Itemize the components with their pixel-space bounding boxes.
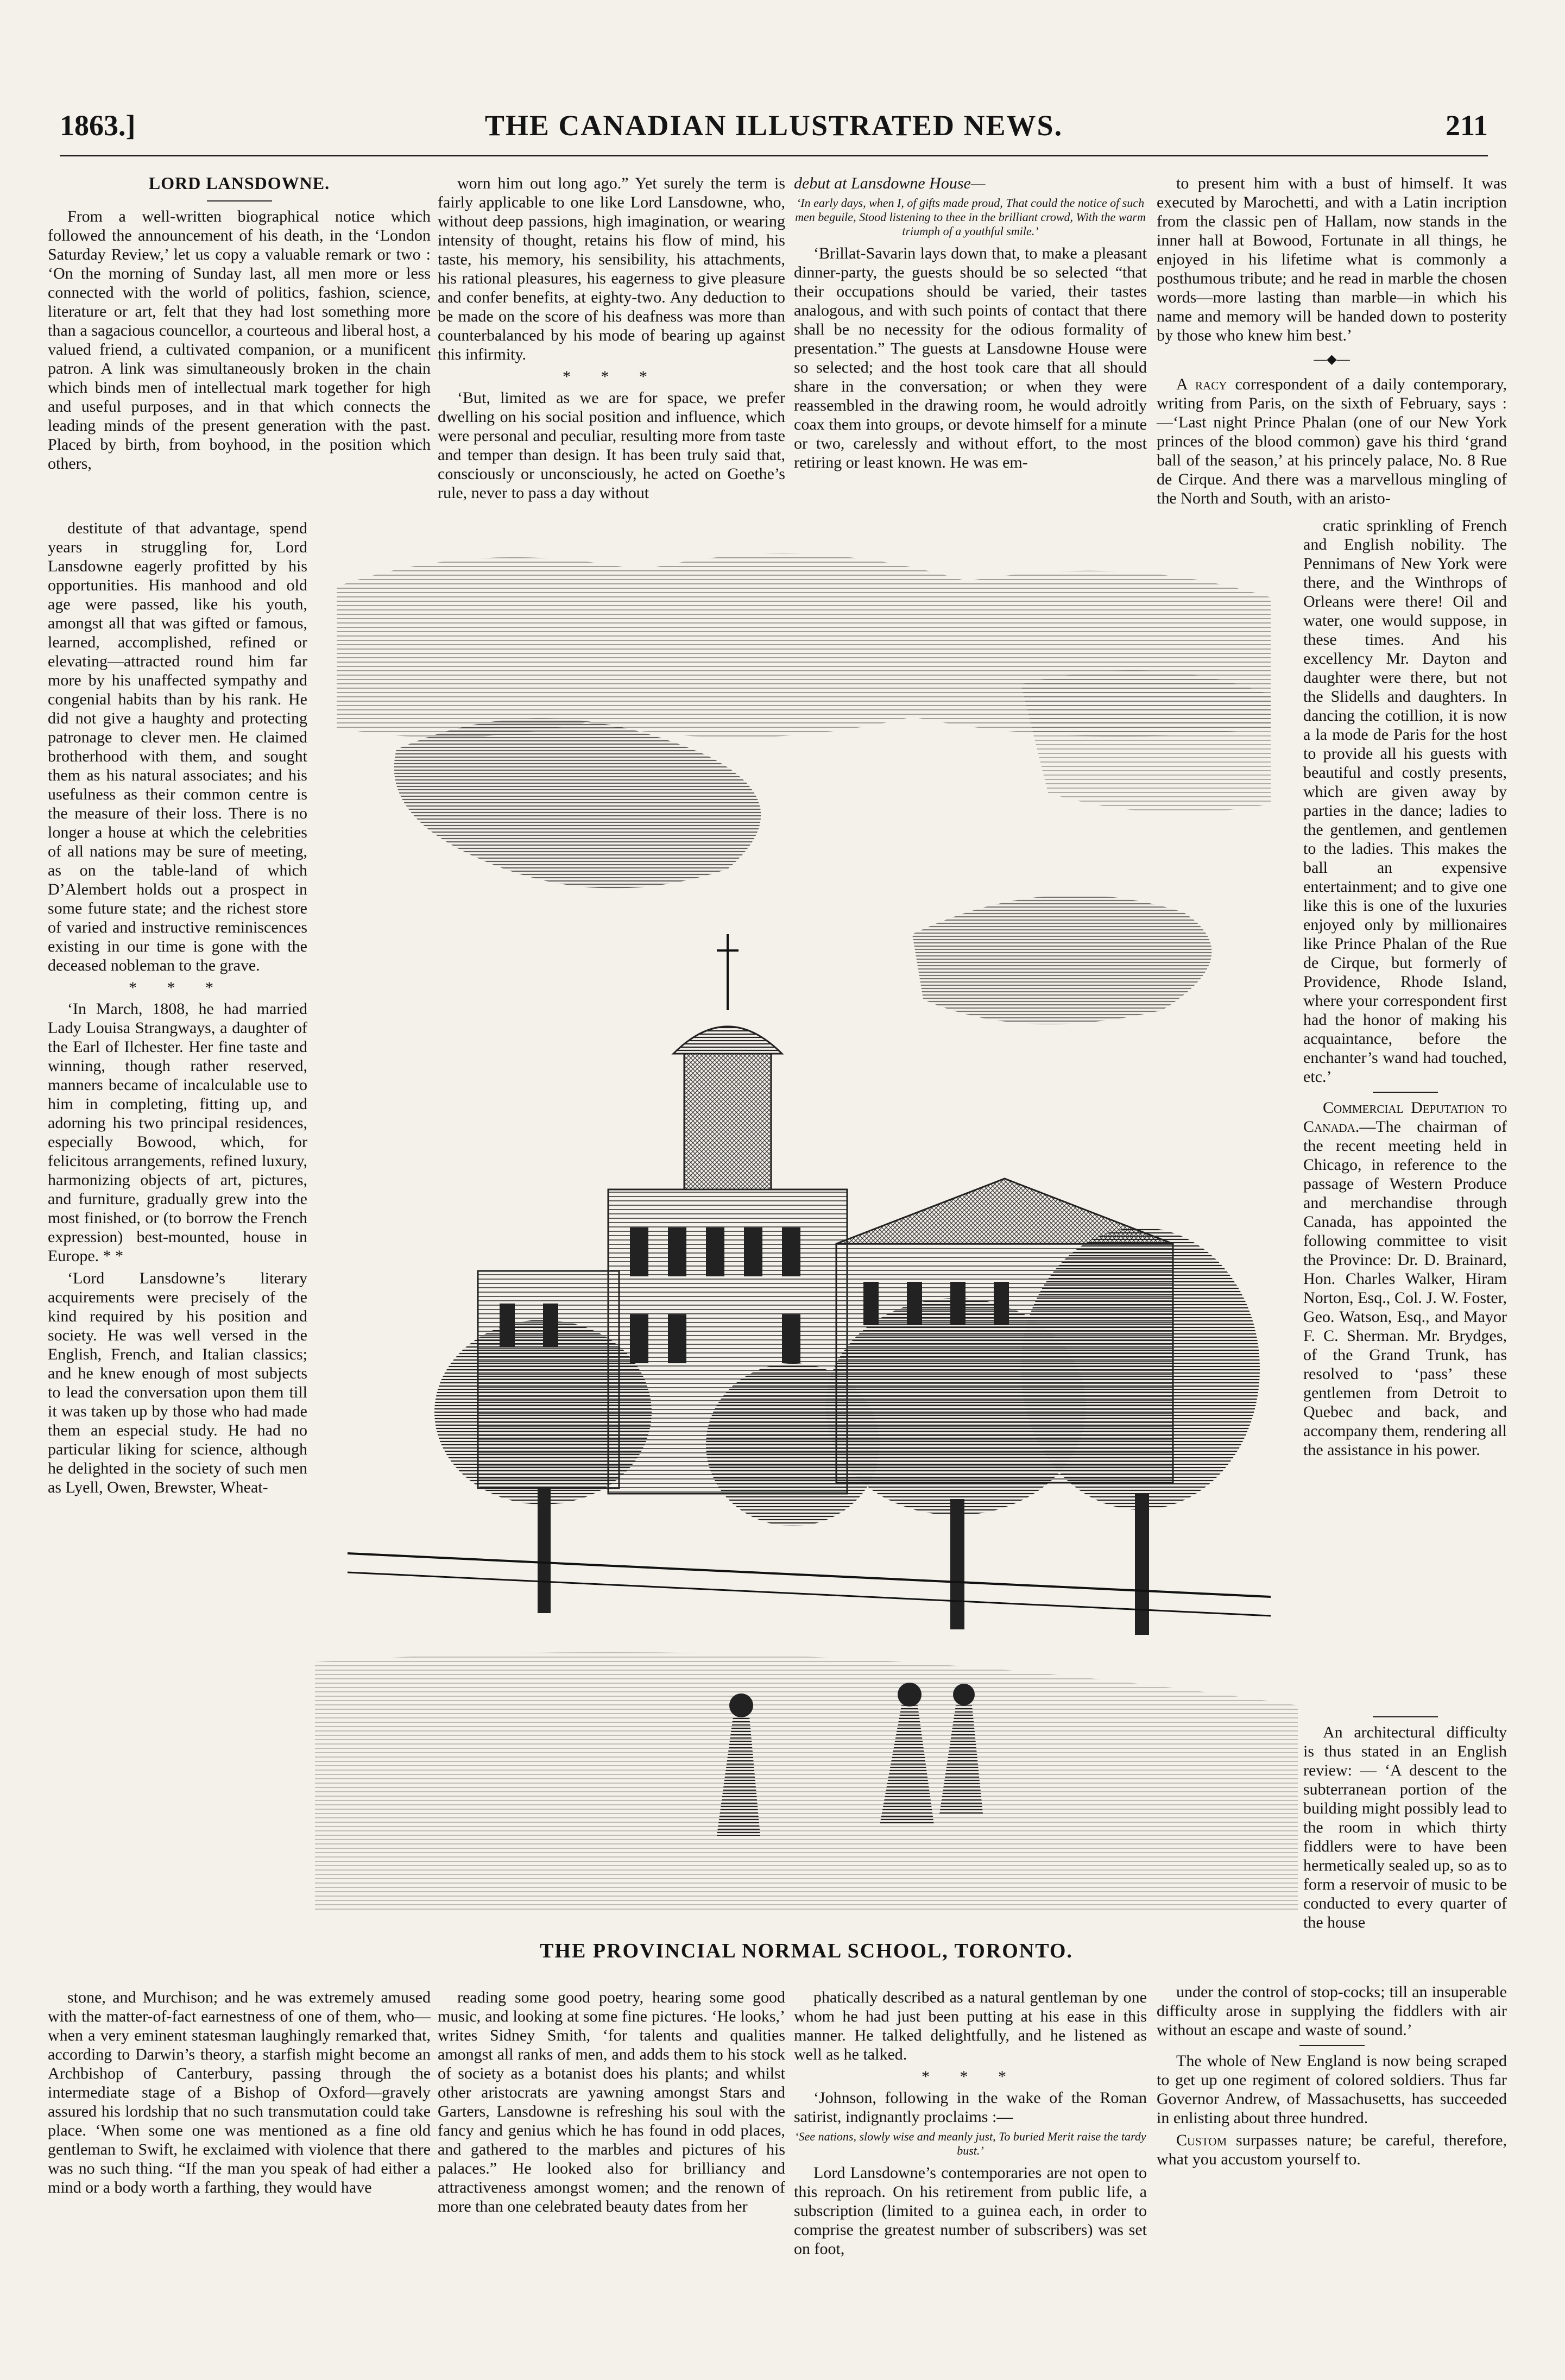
deputation-paragraph bbox=[1303, 1098, 1507, 1459]
section-divider: —◆— bbox=[1314, 352, 1350, 367]
article-heading: LORD LANSDOWNE. bbox=[148, 173, 330, 193]
verse-quote: ‘In early days, when I, of gifts made proud, That could the notice of such men beguile, Stood listening to thee in the brilliant crowd, With the warm triumph of a youthful smile.’ bbox=[795, 196, 1146, 238]
header-rule bbox=[60, 155, 1488, 156]
column-2-bottom bbox=[438, 1988, 785, 2219]
column-3-bottom bbox=[794, 1988, 1147, 2262]
header-page-number: 211 bbox=[1445, 109, 1488, 142]
column-4-top bbox=[1157, 174, 1507, 511]
architectural-paragraph: An architectural difficulty is thus stated in an English review: — ‘A descent to the subterranean portion of the building might possibly lead to the room in which thirty fiddlers were to have been hermetically sealed up, so as to form a reservoir of music to be conducted to every quarter of the house bbox=[1303, 1723, 1507, 1931]
article-paragraph: worn him out long ago.” Yet surely the term is fairly applicable to one like Lord Lansdowne, who, without deep passions, high imagination, or wearing intensity of thought, retains his flow of mind, his taste, his memory, his sensibility, his attachments, his rational pleasures, his eagerness to give pleasure and confer benefits, at eighty-two. Any deduction to be made on the score of his deafness was more than counterbalanced by his mode of bearing up against this infirmity. bbox=[438, 174, 785, 363]
racy-continuation: cratic sprinkling of French and English nobility. The Pennimans of New York were there, and the Winthrops of Orleans were there! Oil and water, one would suppose, in these times. And his excellency Mr. Dayton and daughter were there, but not the Slidells and daughters. In dancing the cotillion, it is now a la mode de Paris for the host to provide all his guests with beautiful and costly presents, which are given away by parties in the dance; ladies to the gentlemen, and gentlemen to the ladies. This makes the ball an expensive entertainment; and to give one like this is one of the luxuries enjoyed only by millionaires like Prince Phalan of the Rue de Cirque, but formerly of Providence, Rhode Island, where your correspondent first had the honor of making his acquaintance, before the enchanter’s wand had touched, etc.’ bbox=[1303, 517, 1507, 1086]
article-paragraph: debut at Lansdowne House— bbox=[794, 174, 986, 192]
section-stars: * * * bbox=[563, 368, 660, 386]
column-4-lower bbox=[1303, 1711, 1507, 1935]
custom-paragraph bbox=[1157, 2131, 1507, 2169]
england-paragraph: The whole of New England is now being scraped to get up one regiment of colored soldiers. Thus far Governor Andrew, of Massachusetts, has succeeded in enlisting about three hundred. bbox=[1157, 2052, 1507, 2127]
article-paragraph: stone, and Murchison; and he was extremely amused with the matter-of-fact earnestness of one of them, who—when a very eminent statesman laughingly remarked that, according to Darwin’s theory, a starfish might become an Archbishop of Canterbury, passing through the intermediate stage of a Bishop of Oxford—gravely assured his lordship that no such transmutation could take place. ‘When some one was mentioned as a fine old gentleman to Swift, he exclaimed with violence that there was no such thing. “If the man you speak of had either a mind or a body worth a farthing, they would have bbox=[48, 1988, 431, 2196]
article-paragraph: to present him with a bust of himself. It was executed by Marochetti, and with a Latin incription from the classic pen of Hallam, now stands in the inner hall at Bowood, Fortunate in all things, he enjoyed in his lifetime what is commonly a posthumous tribute; and he read in marble the chosen words—more lasting than marble—in which his name and memory will be handed down to posterity by those who knew him best.’ bbox=[1157, 174, 1507, 344]
verse-quote: ‘See nations, slowly wise and meanly just, To buried Merit raise the tardy bust.’ bbox=[794, 2130, 1146, 2157]
section-rule bbox=[1373, 1092, 1438, 1093]
column-3-top bbox=[794, 174, 1147, 475]
article-paragraph: ‘Johnson, following in the wake of the Roman satirist, indignantly proclaims :— bbox=[794, 2089, 1147, 2126]
section-rule bbox=[1373, 1716, 1438, 1717]
racy-paragraph bbox=[1157, 375, 1507, 508]
header-year: 1863.] bbox=[60, 109, 136, 142]
column-1-bottom bbox=[48, 1988, 431, 2200]
section-rule bbox=[1299, 2045, 1365, 2046]
page-header bbox=[60, 109, 1488, 158]
racy-lead: A racy bbox=[1176, 375, 1227, 393]
article-paragraph: reading some good poetry, hearing some good music, and looking at some fine pictures. ‘He looks,’ writes Sidney Smith, ‘for talents and qualities amongst all ranks of men, and adds them to his stock of society as a botanist does his plants; and whilst other aristocrats are yawning amongst Stars and Garters, Lansdowne is refreshing his soul with the fancy and genius which he has found in odd places, and gathered to the marbles and pictures of his palaces.” He looked also for brilliancy and attractiveness amongst women; and the renown of more than one celebrated beauty dates from her bbox=[438, 1988, 785, 2215]
article-paragraph: destitute of that advantage, spend years in struggling for, Lord Lansdowne eagerly profitted by his opportunities. His manhood and old age were passed, like his youth, amongst all that was gifted or famous, learned, accomplished, refined or elevating—attracted round him far more by his unaffected sympathy and congenial habits than by his rank. He did not give a haughty and protecting patronage to clever men. He claimed brotherhood with them, and sought them as his natural associates; and his usefulness as their common centre is the measure of their loss. There is no longer a house at which the celebrities of all nations may be sure of meeting, as on the table-land of which D’Alembert holds out a prospect in some future state; and the richest store of varied and instructive reminiscences existing in our time is gone with the deceased nobleman to the grave. bbox=[48, 519, 307, 974]
column-2-top bbox=[438, 174, 785, 506]
illustration-caption: THE PROVINCIAL NORMAL SCHOOL, TORONTO. bbox=[540, 1940, 1073, 1962]
normal-school-engraving bbox=[315, 521, 1298, 1912]
street-figures bbox=[315, 1652, 1298, 1912]
article-paragraph: ‘In March, 1808, he had married Lady Louisa Strangways, a daughter of the Earl of Ilchester. Her fine taste and winning, though rather reserved, manners became of incalculable use to him in completing, fitting up, and adorning his two principal residences, especially Bowood, which, for felicitous arrangements, refined luxury, harmonizing objects of art, pictures, and furniture, gradually grew into the most finished, or (to borrow the French expression) best-mounted, house in Europe. * * bbox=[48, 1000, 307, 1265]
custom-text: surpasses nature; be careful, therefore, what you accustom yourself to. bbox=[1157, 2131, 1507, 2168]
deputation-text: —The chairman of the recent meeting held in Chicago, in reference to the passage of Western Produce and merchandise through Canada, has appointed the following committee to visit the Province: Dr. D. Brainard, Hon. Charles Walker, Hiram Norton, Esq., Col. J. W. Foster, Geo. Watson, Esq., and Mayor F. C. Sherman. Mr. Brydges, of the Grand Trunk, has resolved to ‘pass’ these gentlemen from Detroit to Quebec and back, and accompany them, rendering all the assistance in his power. bbox=[1303, 1118, 1507, 1459]
iron-fence bbox=[348, 1553, 1271, 1616]
custom-lead: Custom bbox=[1176, 2131, 1227, 2149]
column-4-narrow bbox=[1303, 516, 1507, 1463]
article-paragraph: ‘Lord Lansdowne’s literary acquirements were precisely of the kind required by his position and society. He was well versed in the English, French, and Italian classics; and he knew enough of most subjects to lead the conversation upon them till it was taken up by those who had made them an especial study. He had no particular liking for science, although he delighted in the society of such men as Lyell, Owen, Brewster, Wheat- bbox=[48, 1269, 307, 1496]
heading-rule bbox=[207, 200, 272, 202]
column-1-top bbox=[48, 174, 431, 476]
article-paragraph: ‘Brillat-Savarin lays down that, to make a pleasant dinner-party, the guests should be so selected “that their occupations should be varied, their tastes analogous, and with such points of contact that there shall be no necessity for the odious formality of presentation.” The guests at Lansdowne House were so selected; and the host took care that all should share in the conversation; or when they were reassembled in the drawing room, he would adroitly coax them into groups, or devote himself for a minute or two, carelessly and without effort, to the most retiring or least known. He was em- bbox=[794, 244, 1147, 471]
racy-text: correspondent of a daily contemporary, writing from Paris, on the sixth of February, says :—‘Last night Prince Phalan (one of our New York princes of the blood common) gave his third ‘grand ball of the season,’ at his princely palace, No. 8 Rue de Cirque. And there was a marvellous mingling of the North and South, with an aristo- bbox=[1157, 375, 1507, 507]
sky-clouds bbox=[337, 553, 1271, 1024]
article-paragraph: phatically described as a natural gentleman by one whom he had just been putting at his ease in this manner. He talked delightfully, and he listened as well as he talked. bbox=[794, 1988, 1147, 2063]
column-1-narrow bbox=[48, 519, 307, 1500]
deputation-lead: Commercial Deputation to Canada. bbox=[1303, 1099, 1507, 1136]
section-stars: * * * bbox=[922, 2068, 1019, 2086]
article-paragraph: ‘But, limited as we are for space, we prefer dwelling on his social position and influence, which were personal and peculiar, resulting more from taste and temper than design. It has been truly said that, consciously or unconsciously, he acted on Goethe’s rule, never to pass a day without bbox=[438, 389, 785, 502]
column-4-bottom bbox=[1157, 1982, 1507, 2172]
section-stars: * * * bbox=[129, 979, 226, 997]
article-paragraph: From a well-written biographical notice which followed the announcement of his death, in the ‘London Saturday Review,’ let us copy a valuable remark or two : ‘On the morning of Sunday last, all men more or less connected with the world of politics, fashion, science, literature or art, felt that they had lost something more than a sagacious councellor, a courteous and liberal host, a valued friend, a cultivated companion, or a munificent patron. A link was simultaneously broken in the chain which binds men of intellectual mark together for high and useful purposes, and in that which connects the leading minds of the present generation with the past. Placed by birth, from boyhood, in the position which others, bbox=[48, 207, 431, 473]
header-title: THE CANADIAN ILLUSTRATED NEWS. bbox=[484, 109, 1063, 142]
architectural-continuation: under the control of stop-cocks; till an insuperable difficulty arose in supplying the fiddlers with air without an escape and waste of sound.’ bbox=[1157, 1983, 1507, 2039]
article-paragraph: Lord Lansdowne’s contemporaries are not open to this reproach. On his retirement from public life, a subscription (limited to a guinea each, in order to comprise the greatest number of subscribers) was set on foot, bbox=[794, 2164, 1147, 2258]
